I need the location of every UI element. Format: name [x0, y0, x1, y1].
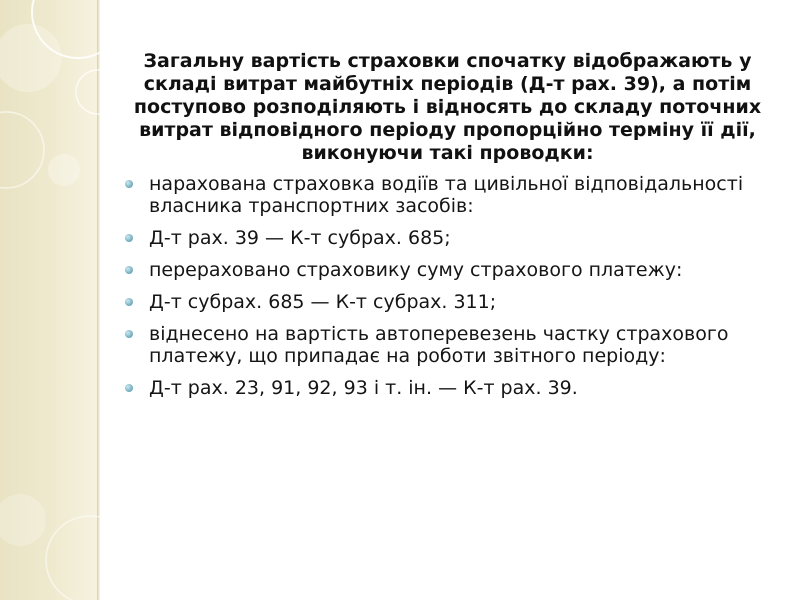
bullet-icon [125, 384, 133, 392]
list-item-text: віднесено на вартість автоперевезень частку страхового платежу, що припадає на роботи звітного періоду: [149, 323, 729, 367]
bullet-icon [125, 234, 133, 242]
bullet-icon [125, 298, 133, 306]
list-item [115, 323, 780, 367]
deco-circle [48, 154, 80, 186]
list-item [115, 173, 780, 217]
deco-circle [46, 516, 130, 600]
slide-content [115, 50, 780, 409]
bullet-icon [125, 330, 133, 338]
decorative-circles [0, 0, 130, 600]
list-item [115, 291, 780, 313]
list-item [115, 377, 780, 399]
list-item-text: Д-т субрах. 685 — К-т субрах. 311; [149, 291, 497, 313]
list-item-text: нарахована страховка водіїв та цивільної відповідальності власника транспортних засобів: [149, 173, 744, 217]
list-item-text: Д-т рах. 39 — К-т субрах. 685; [149, 227, 451, 249]
list-item [115, 259, 780, 281]
deco-circle [0, 494, 46, 546]
deco-circle [0, 112, 44, 188]
bullet-icon [125, 266, 133, 274]
list-item [115, 227, 780, 249]
list-item-text: Д-т рах. 23, 91, 92, 93 і т. ін. — К-т рах. 39. [149, 377, 578, 399]
intro-paragraph: Загальну вартість страховки спочатку відображають у складі витрат майбутніх періодів (Д-т рах. 39), а потім поступово розподіляють і відносять до складу поточних витрат відповідного періоду пропорційно терміну її дії, виконуючи такі проводки: [133, 50, 762, 164]
deco-circle [76, 70, 120, 114]
deco-circle [0, 24, 62, 92]
bullet-list [115, 173, 780, 399]
list-item-text: перераховано страховику суму страхового платежу: [149, 259, 683, 281]
bullet-icon [125, 180, 133, 188]
